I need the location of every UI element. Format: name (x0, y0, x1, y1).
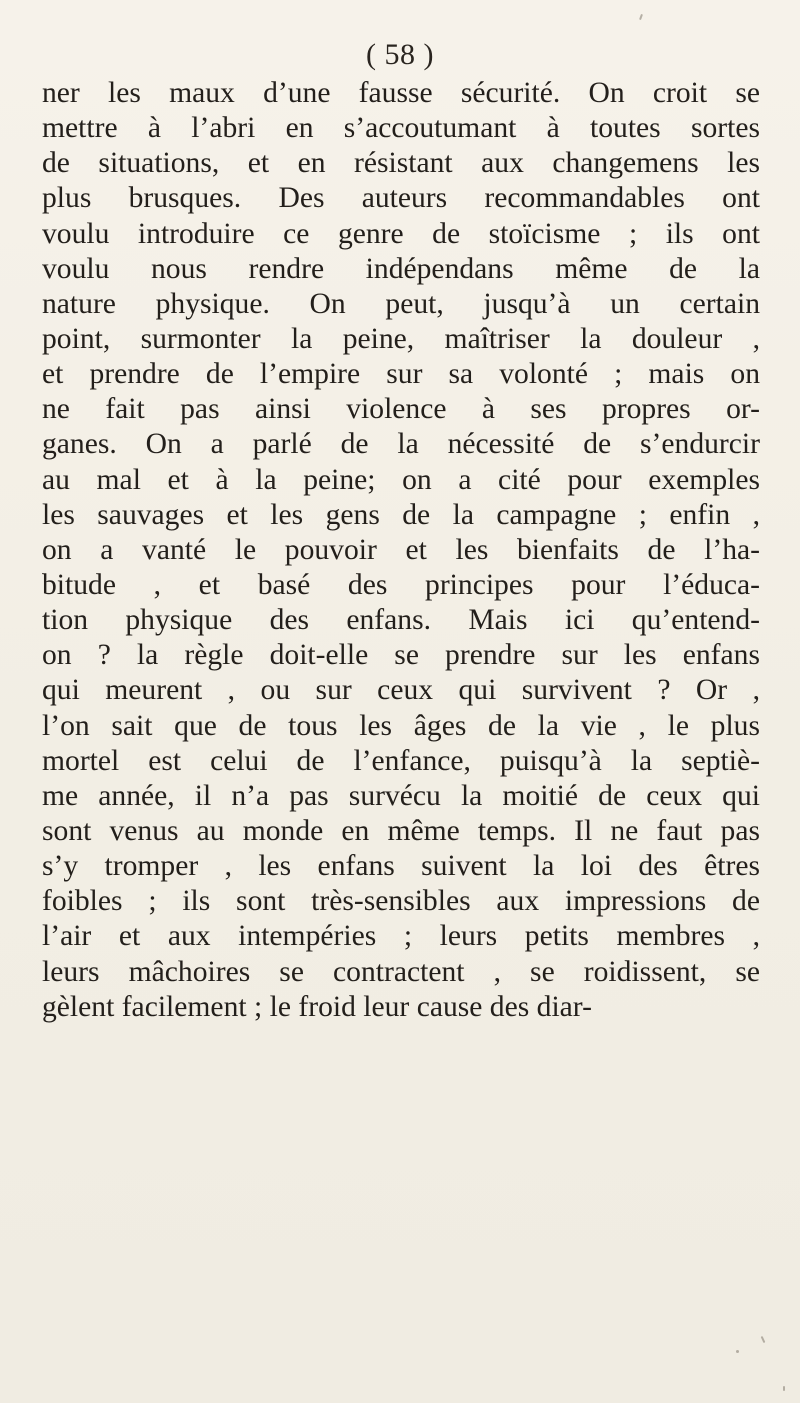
text-line: me année, il n’a pas survécu la moitié de ceux qui (42, 779, 760, 812)
text-line: qui meurent , ou sur ceux qui survivent ? Or , (42, 674, 760, 707)
paper-speck (783, 1386, 785, 1391)
body-text (42, 76, 760, 1025)
text-line: et prendre de l’empire sur sa volonté ; mais on (42, 358, 760, 391)
text-line: bitude , et basé des principes pour l’éduca- (42, 568, 760, 601)
paper-speck (639, 14, 643, 20)
text-line: voulu introduire ce genre de stoïcisme ; ils ont (42, 217, 760, 250)
text-line: ner les maux d’une fausse sécurité. On croit se (42, 77, 760, 109)
text-line: mortel est celui de l’enfance, puisqu’à la septiè- (42, 744, 760, 777)
text-line: les sauvages et les gens de la campagne ; enfin , (42, 498, 760, 531)
text-line: sont venus au monde en même temps. Il ne faut pas (42, 814, 760, 847)
text-line: tion physique des enfans. Mais ici qu’entend- (42, 604, 760, 637)
text-line: voulu nous rendre indépendans même de la (42, 252, 760, 285)
text-line: gèlent facilement ; le froid leur cause des diar- (42, 990, 592, 1023)
paper-speck (736, 1350, 739, 1353)
paper-speck (761, 1336, 766, 1343)
text-line: nature physique. On peut, jusqu’à un certain (42, 287, 760, 320)
text-line: on a vanté le pouvoir et les bienfaits de l’ha- (42, 533, 760, 566)
text-line: mettre à l’abri en s’accoutumant à toutes sortes (42, 112, 760, 145)
text-line: l’on sait que de tous les âges de la vie , le plus (42, 709, 760, 742)
text-line: foibles ; ils sont très-sensibles aux impressions de (42, 885, 760, 918)
text-line: leurs mâchoires se contractent , se roidissent, se (42, 955, 760, 988)
text-line: l’air et aux intempéries ; leurs petits membres , (42, 920, 760, 953)
text-line: au mal et à la peine; on a cité pour exemples (42, 463, 760, 496)
text-line: ne fait pas ainsi violence à ses propres or- (42, 393, 760, 426)
text-line: on ? la règle doit-elle se prendre sur les enfans (42, 639, 760, 672)
text-line: s’y tromper , les enfans suivent la loi des êtres (42, 850, 760, 883)
text-line: point, surmonter la peine, maîtriser la douleur , (42, 322, 760, 355)
text-line: ganes. On a parlé de la nécessité de s’endurcir (42, 428, 760, 461)
text-line: plus brusques. Des auteurs recommandables ont (42, 182, 760, 215)
text-line: de situations, et en résistant aux changemens les (42, 147, 760, 180)
page-number: ( 58 ) (366, 38, 434, 71)
